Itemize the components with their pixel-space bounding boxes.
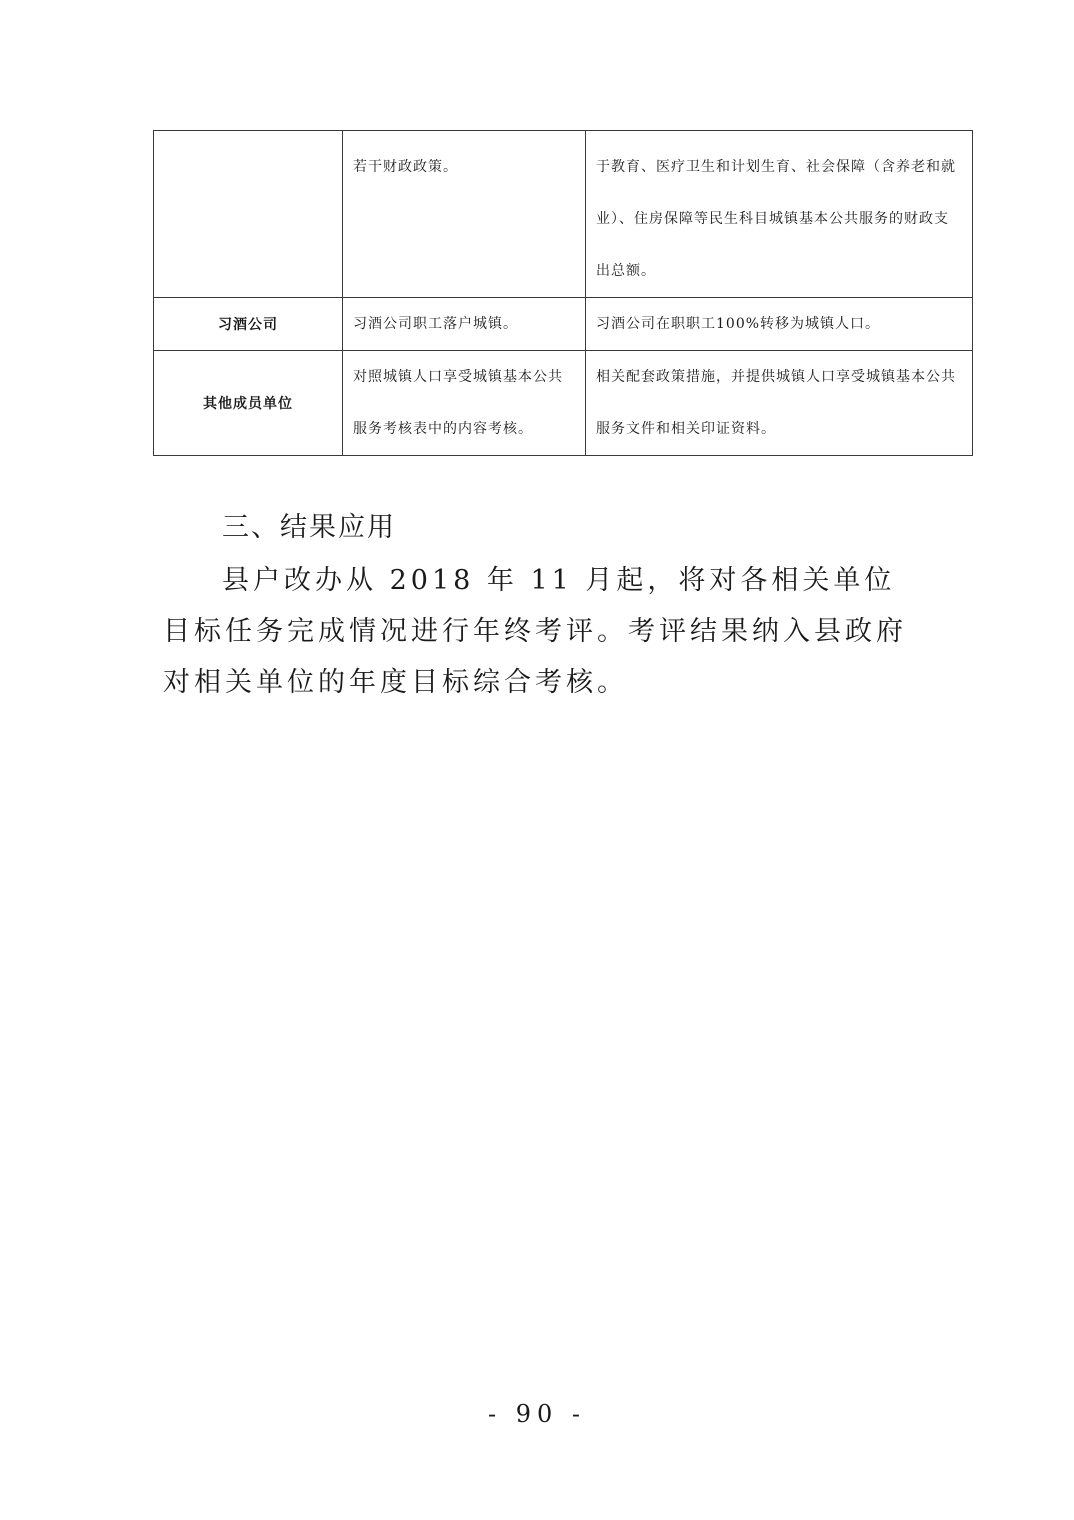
- table-row: [154, 351, 973, 456]
- criteria-text: 于教育、医疗卫生和计划生育、社会保障（含养老和就业）、住房保障等民生科目城镇基本公共服务的财政支出总额。: [596, 159, 956, 279]
- content-text: 习酒公司职工落户城镇。: [353, 316, 518, 332]
- content-text: 若干财政政策。: [353, 159, 458, 175]
- criteria-text: 习酒公司在职职工100%转移为城镇人口。: [596, 316, 881, 332]
- section-heading: 三、结果应用: [222, 512, 396, 543]
- page-number: - 90 -: [487, 1400, 586, 1428]
- table-row: [154, 131, 973, 298]
- unit-cell: 习酒公司: [154, 298, 343, 351]
- content-cell: [343, 131, 586, 298]
- paragraph-text: 县户改办从 2018 年 11 月起，将对各相关单位目标任务完成情况进行年终考评。考评结果纳入县政府对相关单位的年度目标综合考核。: [163, 565, 907, 698]
- unit-cell: [154, 131, 343, 298]
- criteria-cell: [586, 131, 973, 298]
- unit-cell: 其他成员单位: [154, 351, 343, 456]
- content-cell: [343, 351, 586, 456]
- content-text: 对照城镇人口享受城镇基本公共服务考核表中的内容考核。: [353, 369, 563, 437]
- criteria-text: 相关配套政策措施，并提供城镇人口享受城镇基本公共服务文件和相关印证资料。: [596, 369, 956, 437]
- content-cell: [343, 298, 586, 351]
- assessment-table: [153, 130, 973, 456]
- table-row: [154, 298, 973, 351]
- criteria-cell: [586, 298, 973, 351]
- body-paragraph: [163, 555, 923, 708]
- criteria-cell: [586, 351, 973, 456]
